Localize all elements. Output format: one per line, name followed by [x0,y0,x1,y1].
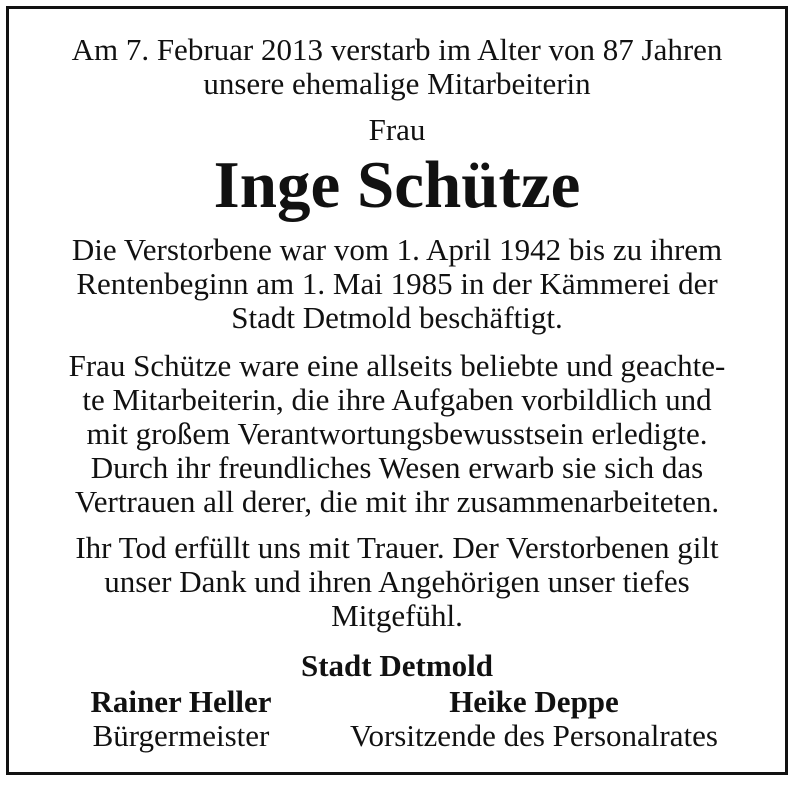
signer-staff-council [334,685,734,753]
deceased-name: Inge Schütze [213,148,581,222]
paragraph-2-line-2: te Mitarbeiterin, die ihre Aufgaben vorbildlich und [82,382,712,417]
paragraph-2-line-5: Vertrauen all derer, die mit ihr zusammenarbeiteten. [74,484,720,519]
paragraph-2-line-3: mit großem Verantwortungsbewusstsein erledigte. [86,416,708,451]
signer-role: Vorsitzende des Personalrates [350,718,718,753]
salutation: Frau [368,112,426,147]
intro-line-2: unsere ehemalige Mitarbeiterin [203,66,591,101]
paragraph-2-line-4: Durch ihr freundliches Wesen erwarb sie sich das [90,450,704,485]
paragraph-1-line-3: Stadt Detmold beschäftigt. [231,300,563,335]
intro-line-1: Am 7. Februar 2013 verstarb im Alter von 87 Jahren [71,32,723,67]
paragraph-3-line-3: Mitgefühl. [331,598,463,633]
paragraph-1-line-2: Rentenbeginn am 1. Mai 1985 in der Kämmerei der [76,266,718,301]
organization-name: Stadt Detmold [300,648,494,683]
paragraph-2-line-1: Frau Schütze ware eine allseits beliebte und geachte- [68,348,726,383]
obituary-notice-frame [6,6,788,775]
signer-mayor [61,685,301,753]
paragraph-3-line-1: Ihr Tod erfüllt uns mit Trauer. Der Verstorbenen gilt [75,530,719,565]
paragraph-3-line-2: unser Dank und ihren Angehörigen unser tiefes [104,564,690,599]
signer-name: Rainer Heller [90,684,272,719]
signature-block [9,685,785,761]
signer-name: Heike Deppe [449,684,619,719]
obituary-content [9,9,785,772]
signer-role: Bürgermeister [92,718,270,753]
paragraph-1-line-1: Die Verstorbene war vom 1. April 1942 bis zu ihrem [71,232,723,267]
